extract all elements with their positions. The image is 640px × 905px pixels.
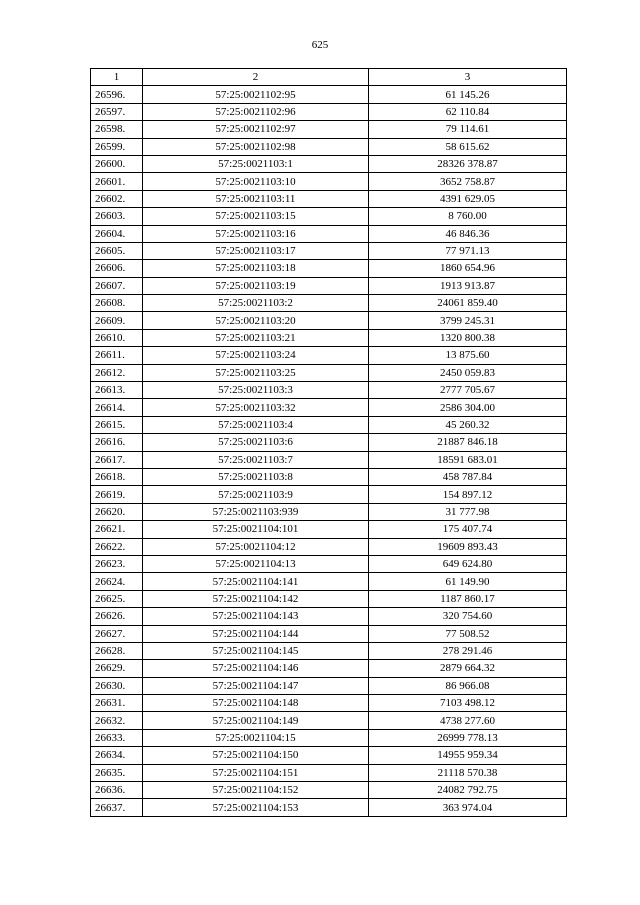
row-number-cell: 26626. [91, 608, 143, 625]
row-number-cell: 26623. [91, 555, 143, 572]
row-number-cell: 26616. [91, 434, 143, 451]
row-number-cell: 26605. [91, 242, 143, 259]
cadastral-number-cell: 57:25:0021104:142 [143, 590, 369, 607]
cadastral-number-cell: 57:25:0021104:13 [143, 555, 369, 572]
table-row [91, 642, 567, 659]
row-number-cell: 26628. [91, 642, 143, 659]
cadastral-number-cell: 57:25:0021103:17 [143, 242, 369, 259]
table-row [91, 468, 567, 485]
value-cell: 7103 498.12 [369, 695, 567, 712]
table-row [91, 416, 567, 433]
row-number-cell: 26601. [91, 173, 143, 190]
row-number-cell: 26618. [91, 468, 143, 485]
cadastral-number-cell: 57:25:0021102:96 [143, 103, 369, 120]
table-row [91, 538, 567, 555]
row-number-cell: 26610. [91, 329, 143, 346]
value-cell: 2586 304.00 [369, 399, 567, 416]
value-cell: 18591 683.01 [369, 451, 567, 468]
cadastral-number-cell: 57:25:0021103:11 [143, 190, 369, 207]
value-cell: 61 149.90 [369, 573, 567, 590]
cadastral-number-cell: 57:25:0021102:98 [143, 138, 369, 155]
cadastral-number-cell: 57:25:0021103:2 [143, 295, 369, 312]
table-row [91, 434, 567, 451]
header-cell-2: 2 [143, 69, 369, 86]
value-cell: 3652 758.87 [369, 173, 567, 190]
cadastral-number-cell: 57:25:0021103:4 [143, 416, 369, 433]
value-cell: 4391 629.05 [369, 190, 567, 207]
row-number-cell: 26606. [91, 260, 143, 277]
row-number-cell: 26608. [91, 295, 143, 312]
cadastral-number-cell: 57:25:0021104:150 [143, 747, 369, 764]
table-row [91, 121, 567, 138]
row-number-cell: 26632. [91, 712, 143, 729]
table-row [91, 555, 567, 572]
cadastral-number-cell: 57:25:0021103:7 [143, 451, 369, 468]
value-cell: 154 897.12 [369, 486, 567, 503]
value-cell: 24082 792.75 [369, 782, 567, 799]
table-row [91, 608, 567, 625]
table-row [91, 660, 567, 677]
row-number-cell: 26635. [91, 764, 143, 781]
row-number-cell: 26636. [91, 782, 143, 799]
value-cell: 1187 860.17 [369, 590, 567, 607]
cadastral-number-cell: 57:25:0021104:149 [143, 712, 369, 729]
value-cell: 320 754.60 [369, 608, 567, 625]
table-row [91, 712, 567, 729]
table-header-row [91, 69, 567, 86]
value-cell: 62 110.84 [369, 103, 567, 120]
table-row [91, 103, 567, 120]
row-number-cell: 26598. [91, 121, 143, 138]
cadastral-number-cell: 57:25:0021103:16 [143, 225, 369, 242]
table-row [91, 190, 567, 207]
table-body [91, 69, 567, 817]
value-cell: 21887 846.18 [369, 434, 567, 451]
value-cell: 8 760.00 [369, 208, 567, 225]
row-number-cell: 26607. [91, 277, 143, 294]
table-row [91, 86, 567, 103]
row-number-cell: 26609. [91, 312, 143, 329]
cadastral-number-cell: 57:25:0021104:144 [143, 625, 369, 642]
cadastral-number-cell: 57:25:0021103:21 [143, 329, 369, 346]
row-number-cell: 26620. [91, 503, 143, 520]
row-number-cell: 26621. [91, 521, 143, 538]
row-number-cell: 26633. [91, 729, 143, 746]
value-cell: 1860 654.96 [369, 260, 567, 277]
row-number-cell: 26630. [91, 677, 143, 694]
row-number-cell: 26637. [91, 799, 143, 816]
value-cell: 4738 277.60 [369, 712, 567, 729]
value-cell: 24061 859.40 [369, 295, 567, 312]
table-row [91, 260, 567, 277]
row-number-cell: 26625. [91, 590, 143, 607]
cadastral-number-cell: 57:25:0021104:141 [143, 573, 369, 590]
table-row [91, 138, 567, 155]
row-number-cell: 26603. [91, 208, 143, 225]
value-cell: 28326 378.87 [369, 155, 567, 172]
table-row [91, 347, 567, 364]
value-cell: 2450 059.83 [369, 364, 567, 381]
value-cell: 26999 778.13 [369, 729, 567, 746]
table-row [91, 625, 567, 642]
table-row [91, 573, 567, 590]
value-cell: 2777 705.67 [369, 382, 567, 399]
row-number-cell: 26624. [91, 573, 143, 590]
table-row [91, 312, 567, 329]
table-row [91, 173, 567, 190]
row-number-cell: 26617. [91, 451, 143, 468]
value-cell: 175 407.74 [369, 521, 567, 538]
row-number-cell: 26615. [91, 416, 143, 433]
table-row [91, 677, 567, 694]
table-row [91, 486, 567, 503]
cadastral-number-cell: 57:25:0021103:1 [143, 155, 369, 172]
header-cell-1: 1 [91, 69, 143, 86]
table-row [91, 451, 567, 468]
header-cell-3: 3 [369, 69, 567, 86]
cadastral-number-cell: 57:25:0021103:24 [143, 347, 369, 364]
cadastral-number-cell: 57:25:0021104:15 [143, 729, 369, 746]
row-number-cell: 26612. [91, 364, 143, 381]
cadastral-number-cell: 57:25:0021103:19 [143, 277, 369, 294]
table-row [91, 503, 567, 520]
table-row [91, 208, 567, 225]
table-row [91, 364, 567, 381]
data-table [90, 68, 567, 817]
table-row [91, 729, 567, 746]
cadastral-number-cell: 57:25:0021103:9 [143, 486, 369, 503]
value-cell: 1913 913.87 [369, 277, 567, 294]
cadastral-number-cell: 57:25:0021103:15 [143, 208, 369, 225]
cadastral-number-cell: 57:25:0021104:12 [143, 538, 369, 555]
row-number-cell: 26596. [91, 86, 143, 103]
table-row [91, 155, 567, 172]
row-number-cell: 26634. [91, 747, 143, 764]
row-number-cell: 26604. [91, 225, 143, 242]
table-row [91, 295, 567, 312]
cadastral-number-cell: 57:25:0021104:153 [143, 799, 369, 816]
row-number-cell: 26597. [91, 103, 143, 120]
row-number-cell: 26599. [91, 138, 143, 155]
cadastral-number-cell: 57:25:0021103:8 [143, 468, 369, 485]
value-cell: 21118 570.38 [369, 764, 567, 781]
value-cell: 86 966.08 [369, 677, 567, 694]
value-cell: 19609 893.43 [369, 538, 567, 555]
value-cell: 649 624.80 [369, 555, 567, 572]
value-cell: 58 615.62 [369, 138, 567, 155]
cadastral-number-cell: 57:25:0021103:32 [143, 399, 369, 416]
row-number-cell: 26613. [91, 382, 143, 399]
row-number-cell: 26614. [91, 399, 143, 416]
table-row [91, 277, 567, 294]
row-number-cell: 26600. [91, 155, 143, 172]
table-row [91, 521, 567, 538]
cadastral-number-cell: 57:25:0021102:95 [143, 86, 369, 103]
row-number-cell: 26602. [91, 190, 143, 207]
row-number-cell: 26627. [91, 625, 143, 642]
row-number-cell: 26631. [91, 695, 143, 712]
cadastral-number-cell: 57:25:0021104:151 [143, 764, 369, 781]
row-number-cell: 26619. [91, 486, 143, 503]
table-row [91, 590, 567, 607]
cadastral-number-cell: 57:25:0021104:101 [143, 521, 369, 538]
table-row [91, 695, 567, 712]
value-cell: 458 787.84 [369, 468, 567, 485]
value-cell: 2879 664.32 [369, 660, 567, 677]
table-row [91, 382, 567, 399]
table-row [91, 242, 567, 259]
table-row [91, 399, 567, 416]
cadastral-number-cell: 57:25:0021103:25 [143, 364, 369, 381]
table-row [91, 782, 567, 799]
cadastral-number-cell: 57:25:0021103:10 [143, 173, 369, 190]
value-cell: 77 971.13 [369, 242, 567, 259]
value-cell: 46 846.36 [369, 225, 567, 242]
value-cell: 79 114.61 [369, 121, 567, 138]
cadastral-number-cell: 57:25:0021104:146 [143, 660, 369, 677]
cadastral-number-cell: 57:25:0021104:147 [143, 677, 369, 694]
table-row [91, 747, 567, 764]
cadastral-number-cell: 57:25:0021104:148 [143, 695, 369, 712]
cadastral-number-cell: 57:25:0021103:6 [143, 434, 369, 451]
value-cell: 13 875.60 [369, 347, 567, 364]
table-row [91, 799, 567, 816]
cadastral-number-cell: 57:25:0021103:18 [143, 260, 369, 277]
row-number-cell: 26629. [91, 660, 143, 677]
value-cell: 77 508.52 [369, 625, 567, 642]
value-cell: 45 260.32 [369, 416, 567, 433]
cadastral-number-cell: 57:25:0021103:939 [143, 503, 369, 520]
table-row [91, 764, 567, 781]
value-cell: 1320 800.38 [369, 329, 567, 346]
cadastral-number-cell: 57:25:0021102:97 [143, 121, 369, 138]
value-cell: 14955 959.34 [369, 747, 567, 764]
value-cell: 278 291.46 [369, 642, 567, 659]
cadastral-number-cell: 57:25:0021103:20 [143, 312, 369, 329]
cadastral-number-cell: 57:25:0021104:143 [143, 608, 369, 625]
cadastral-number-cell: 57:25:0021103:3 [143, 382, 369, 399]
page-number: 625 [311, 39, 329, 51]
row-number-cell: 26622. [91, 538, 143, 555]
value-cell: 61 145.26 [369, 86, 567, 103]
row-number-cell: 26611. [91, 347, 143, 364]
value-cell: 31 777.98 [369, 503, 567, 520]
cadastral-number-cell: 57:25:0021104:152 [143, 782, 369, 799]
table-row [91, 329, 567, 346]
value-cell: 3799 245.31 [369, 312, 567, 329]
table-row [91, 225, 567, 242]
cadastral-number-cell: 57:25:0021104:145 [143, 642, 369, 659]
value-cell: 363 974.04 [369, 799, 567, 816]
